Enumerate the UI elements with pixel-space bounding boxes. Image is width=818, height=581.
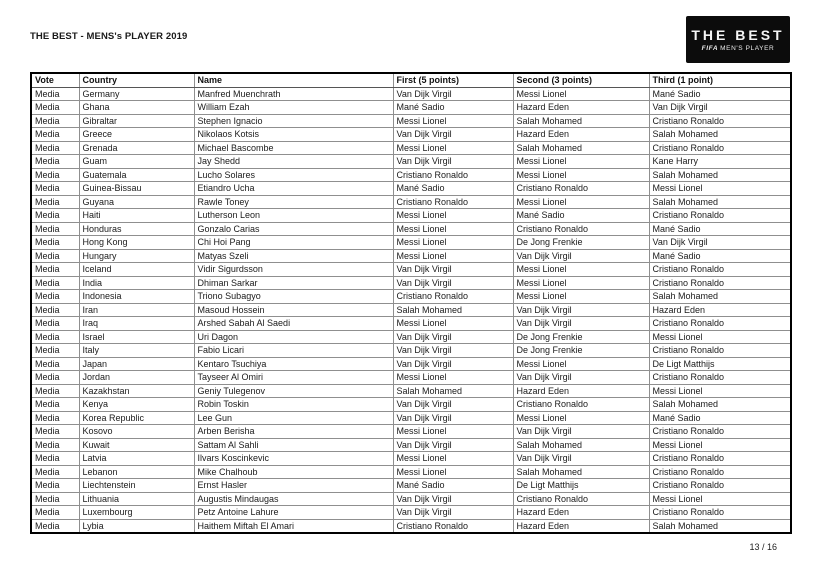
- page-title: THE BEST - MENS's PLAYER 2019: [30, 31, 188, 42]
- cell-third: Salah Mohamed: [649, 398, 791, 412]
- cell-first: Mané Sadio: [393, 182, 513, 196]
- cell-name: Arben Berisha: [194, 425, 393, 439]
- cell-country: Lithuania: [79, 492, 194, 506]
- cell-first: Cristiano Ronaldo: [393, 195, 513, 209]
- cell-third: Van Dijk Virgil: [649, 101, 791, 115]
- cell-second: Van Dijk Virgil: [513, 452, 649, 466]
- cell-name: Lee Gun: [194, 411, 393, 425]
- cell-country: Guinea-Bissau: [79, 182, 194, 196]
- cell-third: Cristiano Ronaldo: [649, 452, 791, 466]
- cell-first: Van Dijk Virgil: [393, 263, 513, 277]
- cell-country: Guatemala: [79, 168, 194, 182]
- cell-third: Mané Sadio: [649, 411, 791, 425]
- cell-vote: Media: [31, 101, 79, 115]
- cell-third: Salah Mohamed: [649, 195, 791, 209]
- cell-third: De Ligt Matthijs: [649, 357, 791, 371]
- cell-second: De Jong Frenkie: [513, 330, 649, 344]
- cell-vote: Media: [31, 438, 79, 452]
- cell-second: Hazard Eden: [513, 384, 649, 398]
- table-row: [31, 236, 791, 250]
- cell-first: Van Dijk Virgil: [393, 330, 513, 344]
- cell-name: Uri Dagon: [194, 330, 393, 344]
- cell-third: Cristiano Ronaldo: [649, 465, 791, 479]
- column-header: Name: [194, 73, 393, 87]
- table-row: [31, 452, 791, 466]
- cell-vote: Media: [31, 195, 79, 209]
- cell-name: Triono Subagyo: [194, 290, 393, 304]
- cell-third: Messi Lionel: [649, 384, 791, 398]
- cell-vote: Media: [31, 290, 79, 304]
- cell-name: Michael Bascombe: [194, 141, 393, 155]
- cell-first: Messi Lionel: [393, 371, 513, 385]
- cell-first: Van Dijk Virgil: [393, 398, 513, 412]
- table-row: [31, 465, 791, 479]
- cell-second: Messi Lionel: [513, 168, 649, 182]
- cell-third: Mané Sadio: [649, 87, 791, 101]
- cell-country: Israel: [79, 330, 194, 344]
- cell-name: William Ezah: [194, 101, 393, 115]
- table-row: [31, 101, 791, 115]
- cell-third: Hazard Eden: [649, 303, 791, 317]
- cell-vote: Media: [31, 398, 79, 412]
- cell-third: Salah Mohamed: [649, 290, 791, 304]
- cell-third: Cristiano Ronaldo: [649, 141, 791, 155]
- cell-name: Chi Hoi Pang: [194, 236, 393, 250]
- cell-name: Stephen Ignacio: [194, 114, 393, 128]
- cell-third: Messi Lionel: [649, 330, 791, 344]
- cell-country: Jordan: [79, 371, 194, 385]
- cell-vote: Media: [31, 303, 79, 317]
- cell-third: Cristiano Ronaldo: [649, 425, 791, 439]
- table-row: [31, 128, 791, 142]
- cell-second: Van Dijk Virgil: [513, 371, 649, 385]
- cell-vote: Media: [31, 155, 79, 169]
- cell-vote: Media: [31, 263, 79, 277]
- cell-first: Messi Lionel: [393, 249, 513, 263]
- cell-name: Petz Antoine Lahure: [194, 506, 393, 520]
- cell-second: Hazard Eden: [513, 506, 649, 520]
- cell-country: Hong Kong: [79, 236, 194, 250]
- cell-name: Masoud Hossein: [194, 303, 393, 317]
- cell-country: Indonesia: [79, 290, 194, 304]
- cell-vote: Media: [31, 141, 79, 155]
- cell-second: Cristiano Ronaldo: [513, 222, 649, 236]
- cell-second: Cristiano Ronaldo: [513, 492, 649, 506]
- table-row: [31, 506, 791, 520]
- cell-name: Manfred Muenchrath: [194, 87, 393, 101]
- table-row: [31, 168, 791, 182]
- cell-second: Van Dijk Virgil: [513, 303, 649, 317]
- fifa-the-best-logo: [686, 16, 790, 63]
- cell-first: Cristiano Ronaldo: [393, 168, 513, 182]
- cell-country: Guyana: [79, 195, 194, 209]
- cell-third: Cristiano Ronaldo: [649, 317, 791, 331]
- cell-third: Salah Mohamed: [649, 168, 791, 182]
- cell-second: Messi Lionel: [513, 263, 649, 277]
- table-row: [31, 344, 791, 358]
- cell-third: Cristiano Ronaldo: [649, 209, 791, 223]
- cell-vote: Media: [31, 519, 79, 533]
- cell-second: Salah Mohamed: [513, 114, 649, 128]
- cell-name: Jay Shedd: [194, 155, 393, 169]
- cell-third: Cristiano Ronaldo: [649, 371, 791, 385]
- table-header-row: [31, 73, 791, 87]
- cell-first: Messi Lionel: [393, 452, 513, 466]
- table-row: [31, 87, 791, 101]
- cell-third: Cristiano Ronaldo: [649, 344, 791, 358]
- cell-third: Salah Mohamed: [649, 519, 791, 533]
- cell-vote: Media: [31, 492, 79, 506]
- cell-second: Van Dijk Virgil: [513, 425, 649, 439]
- cell-country: Korea Republic: [79, 411, 194, 425]
- cell-country: Grenada: [79, 141, 194, 155]
- cell-vote: Media: [31, 222, 79, 236]
- cell-country: Gibraltar: [79, 114, 194, 128]
- cell-third: Kane Harry: [649, 155, 791, 169]
- logo-wordmark: THE BEST: [691, 26, 785, 43]
- cell-first: Messi Lionel: [393, 141, 513, 155]
- cell-country: Kuwait: [79, 438, 194, 452]
- page-number: 13 / 16: [749, 542, 777, 552]
- cell-first: Cristiano Ronaldo: [393, 290, 513, 304]
- cell-country: Kazakhstan: [79, 384, 194, 398]
- cell-country: Kosovo: [79, 425, 194, 439]
- cell-first: Mané Sadio: [393, 101, 513, 115]
- cell-country: Italy: [79, 344, 194, 358]
- cell-first: Messi Lionel: [393, 222, 513, 236]
- cell-second: Hazard Eden: [513, 519, 649, 533]
- cell-name: Arshed Sabah Al Saedi: [194, 317, 393, 331]
- cell-name: Dhiman Sarkar: [194, 276, 393, 290]
- cell-country: Germany: [79, 87, 194, 101]
- cell-vote: Media: [31, 114, 79, 128]
- cell-vote: Media: [31, 344, 79, 358]
- logo-subtitle-text: MEN'S PLAYER: [720, 44, 775, 52]
- cell-name: Ilvars Koscinkevic: [194, 452, 393, 466]
- cell-vote: Media: [31, 168, 79, 182]
- cell-name: Haithem Miftah El Amari: [194, 519, 393, 533]
- cell-second: Messi Lionel: [513, 276, 649, 290]
- cell-name: Vidir Sigurdsson: [194, 263, 393, 277]
- cell-first: Van Dijk Virgil: [393, 357, 513, 371]
- cell-country: Japan: [79, 357, 194, 371]
- table-row: [31, 290, 791, 304]
- cell-country: Lebanon: [79, 465, 194, 479]
- cell-second: Messi Lionel: [513, 155, 649, 169]
- cell-third: Cristiano Ronaldo: [649, 263, 791, 277]
- cell-first: Van Dijk Virgil: [393, 411, 513, 425]
- cell-first: Salah Mohamed: [393, 303, 513, 317]
- cell-name: Gonzalo Carias: [194, 222, 393, 236]
- cell-second: Messi Lionel: [513, 87, 649, 101]
- cell-second: Messi Lionel: [513, 357, 649, 371]
- cell-second: Salah Mohamed: [513, 465, 649, 479]
- cell-third: Mané Sadio: [649, 249, 791, 263]
- cell-vote: Media: [31, 330, 79, 344]
- cell-first: Van Dijk Virgil: [393, 155, 513, 169]
- cell-country: India: [79, 276, 194, 290]
- cell-second: Hazard Eden: [513, 101, 649, 115]
- table-row: [31, 155, 791, 169]
- cell-first: Messi Lionel: [393, 236, 513, 250]
- table-row: [31, 182, 791, 196]
- cell-country: Liechtenstein: [79, 479, 194, 493]
- cell-name: Fabio Licari: [194, 344, 393, 358]
- cell-vote: Media: [31, 357, 79, 371]
- cell-first: Messi Lionel: [393, 425, 513, 439]
- cell-vote: Media: [31, 317, 79, 331]
- table-row: [31, 209, 791, 223]
- cell-second: Hazard Eden: [513, 128, 649, 142]
- table-row: [31, 492, 791, 506]
- cell-vote: Media: [31, 128, 79, 142]
- cell-name: Nikolaos Kotsis: [194, 128, 393, 142]
- cell-third: Cristiano Ronaldo: [649, 479, 791, 493]
- cell-first: Van Dijk Virgil: [393, 492, 513, 506]
- cell-first: Messi Lionel: [393, 114, 513, 128]
- cell-name: Sattam Al Sahli: [194, 438, 393, 452]
- cell-first: Van Dijk Virgil: [393, 438, 513, 452]
- cell-vote: Media: [31, 87, 79, 101]
- cell-first: Messi Lionel: [393, 465, 513, 479]
- cell-country: Iceland: [79, 263, 194, 277]
- cell-second: Messi Lionel: [513, 411, 649, 425]
- table-row: [31, 425, 791, 439]
- table-row: [31, 276, 791, 290]
- cell-vote: Media: [31, 452, 79, 466]
- table-row: [31, 398, 791, 412]
- table-row: [31, 411, 791, 425]
- cell-vote: Media: [31, 384, 79, 398]
- cell-country: Kenya: [79, 398, 194, 412]
- cell-vote: Media: [31, 236, 79, 250]
- table-row: [31, 317, 791, 331]
- cell-country: Hungary: [79, 249, 194, 263]
- cell-first: Van Dijk Virgil: [393, 276, 513, 290]
- cell-vote: Media: [31, 411, 79, 425]
- cell-vote: Media: [31, 425, 79, 439]
- cell-vote: Media: [31, 465, 79, 479]
- cell-third: Mané Sadio: [649, 222, 791, 236]
- cell-first: Salah Mohamed: [393, 384, 513, 398]
- cell-second: De Jong Frenkie: [513, 236, 649, 250]
- cell-second: Messi Lionel: [513, 195, 649, 209]
- cell-third: Cristiano Ronaldo: [649, 114, 791, 128]
- table-row: [31, 195, 791, 209]
- cell-third: Cristiano Ronaldo: [649, 276, 791, 290]
- column-header: Country: [79, 73, 194, 87]
- table-row: [31, 114, 791, 128]
- cell-country: Guam: [79, 155, 194, 169]
- cell-second: Cristiano Ronaldo: [513, 182, 649, 196]
- cell-country: Lybia: [79, 519, 194, 533]
- cell-name: Geniy Tulegenov: [194, 384, 393, 398]
- cell-name: Ernst Hasler: [194, 479, 393, 493]
- table-row: [31, 222, 791, 236]
- cell-name: Robin Toskin: [194, 398, 393, 412]
- cell-first: Cristiano Ronaldo: [393, 519, 513, 533]
- cell-third: Messi Lionel: [649, 182, 791, 196]
- cell-vote: Media: [31, 479, 79, 493]
- cell-third: Salah Mohamed: [649, 128, 791, 142]
- cell-second: De Ligt Matthijs: [513, 479, 649, 493]
- cell-name: Augustis Mindaugas: [194, 492, 393, 506]
- cell-first: Van Dijk Virgil: [393, 344, 513, 358]
- cell-vote: Media: [31, 506, 79, 520]
- column-header: First (5 points): [393, 73, 513, 87]
- cell-second: Salah Mohamed: [513, 141, 649, 155]
- cell-third: Messi Lionel: [649, 438, 791, 452]
- table-row: [31, 438, 791, 452]
- cell-first: Messi Lionel: [393, 209, 513, 223]
- cell-vote: Media: [31, 371, 79, 385]
- table-row: [31, 357, 791, 371]
- cell-first: Messi Lionel: [393, 317, 513, 331]
- cell-country: Iran: [79, 303, 194, 317]
- cell-second: Cristiano Ronaldo: [513, 398, 649, 412]
- table-body: [31, 87, 791, 533]
- cell-vote: Media: [31, 276, 79, 290]
- table-row: [31, 330, 791, 344]
- cell-vote: Media: [31, 209, 79, 223]
- table-row: [31, 141, 791, 155]
- table-row: [31, 371, 791, 385]
- cell-name: Etiandro Ucha: [194, 182, 393, 196]
- table-row: [31, 479, 791, 493]
- cell-first: Van Dijk Virgil: [393, 506, 513, 520]
- cell-country: Iraq: [79, 317, 194, 331]
- cell-country: Haiti: [79, 209, 194, 223]
- cell-second: Van Dijk Virgil: [513, 317, 649, 331]
- cell-second: De Jong Frenkie: [513, 344, 649, 358]
- cell-third: Messi Lionel: [649, 492, 791, 506]
- table-row: [31, 263, 791, 277]
- table-row: [31, 303, 791, 317]
- cell-second: Mané Sadio: [513, 209, 649, 223]
- cell-country: Honduras: [79, 222, 194, 236]
- cell-third: Cristiano Ronaldo: [649, 506, 791, 520]
- cell-name: Mike Chalhoub: [194, 465, 393, 479]
- cell-name: Kentaro Tsuchiya: [194, 357, 393, 371]
- table-row: [31, 519, 791, 533]
- cell-name: Lucho Solares: [194, 168, 393, 182]
- column-header: Vote: [31, 73, 79, 87]
- column-header: Third (1 point): [649, 73, 791, 87]
- cell-vote: Media: [31, 182, 79, 196]
- cell-name: Lutherson Leon: [194, 209, 393, 223]
- cell-country: Ghana: [79, 101, 194, 115]
- cell-first: Mané Sadio: [393, 479, 513, 493]
- fifa-wordmark: FIFA: [701, 44, 719, 52]
- cell-name: Rawle Toney: [194, 195, 393, 209]
- cell-first: Van Dijk Virgil: [393, 87, 513, 101]
- cell-second: Salah Mohamed: [513, 438, 649, 452]
- cell-name: Tayseer Al Omiri: [194, 371, 393, 385]
- votes-table: [30, 72, 792, 534]
- cell-second: Van Dijk Virgil: [513, 249, 649, 263]
- cell-country: Greece: [79, 128, 194, 142]
- cell-name: Matyas Szeli: [194, 249, 393, 263]
- logo-subtitle: [702, 45, 775, 52]
- table-row: [31, 384, 791, 398]
- cell-first: Van Dijk Virgil: [393, 128, 513, 142]
- cell-second: Messi Lionel: [513, 290, 649, 304]
- column-header: Second (3 points): [513, 73, 649, 87]
- cell-third: Van Dijk Virgil: [649, 236, 791, 250]
- cell-vote: Media: [31, 249, 79, 263]
- table-row: [31, 249, 791, 263]
- cell-country: Latvia: [79, 452, 194, 466]
- cell-country: Luxembourg: [79, 506, 194, 520]
